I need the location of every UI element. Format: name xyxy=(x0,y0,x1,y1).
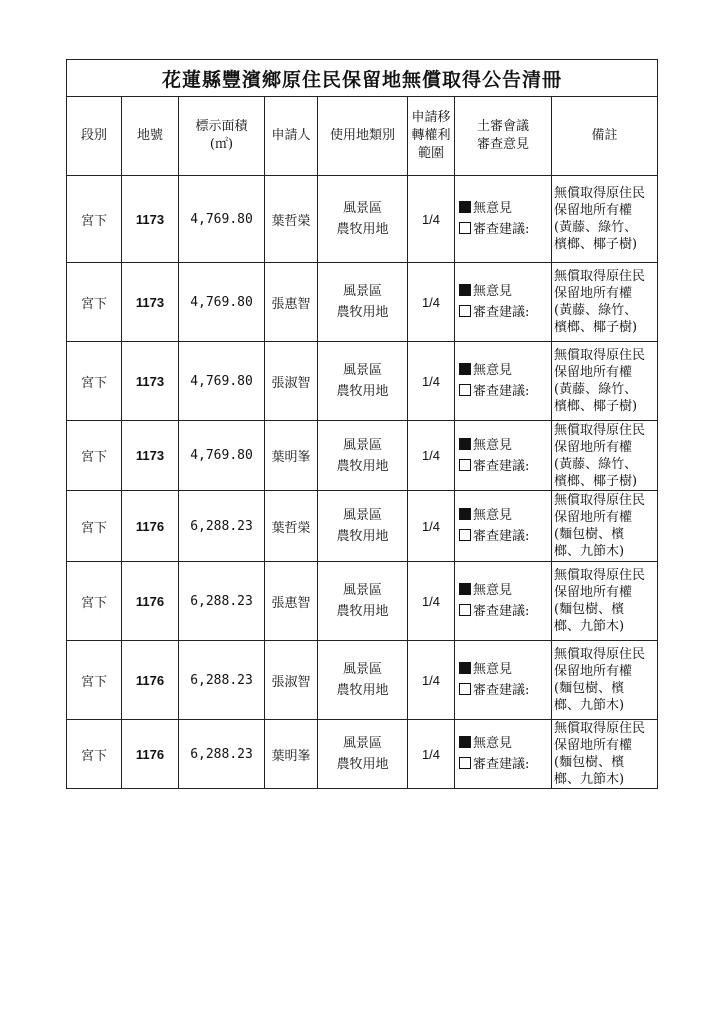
cell-area: 6,288.23 xyxy=(179,491,265,562)
cell-review xyxy=(455,421,552,491)
land-use-line1: 風景區 xyxy=(342,583,382,598)
land-use-line1: 風景區 xyxy=(342,437,382,453)
checked-box-icon xyxy=(459,201,471,213)
cell-area: 6,288.23 xyxy=(179,720,265,789)
table-row xyxy=(67,720,658,789)
cell-ratio: 1/4 xyxy=(408,342,455,421)
register-sheet xyxy=(66,59,657,789)
cell-review xyxy=(455,491,552,562)
cell-remarks xyxy=(552,342,658,421)
header-lot: 地號 xyxy=(122,97,179,176)
unchecked-box-icon xyxy=(459,459,471,471)
table-row xyxy=(67,562,658,641)
remark-line1: 無償取得原住民 xyxy=(554,647,646,662)
land-use-line2: 農牧用地 xyxy=(336,458,389,474)
remark-line3: (黃藤、綠竹、 xyxy=(554,456,638,472)
cell-remarks xyxy=(552,562,658,641)
remark-line3: (麵包樹、檳 xyxy=(554,602,625,617)
land-use-line2: 農牧用地 xyxy=(336,604,389,619)
option-no-opinion-label: 無意見 xyxy=(473,736,513,751)
cell-review xyxy=(455,176,552,263)
cell-area: 4,769.80 xyxy=(179,342,265,421)
cell-ratio: 1/4 xyxy=(408,176,455,263)
cell-section: 宮下 xyxy=(67,562,122,641)
unchecked-box-icon xyxy=(459,222,471,234)
unchecked-box-icon xyxy=(459,683,471,695)
cell-lot: 1176 xyxy=(122,641,179,720)
header-ratio-line2: 轉權利 xyxy=(411,128,451,143)
checked-box-icon xyxy=(459,438,471,450)
cell-section: 宮下 xyxy=(67,720,122,789)
cell-review xyxy=(455,562,552,641)
cell-section: 宮下 xyxy=(67,491,122,562)
remark-line1: 無償取得原住民 xyxy=(554,269,646,284)
cell-remarks xyxy=(552,176,658,263)
option-review-label: 審查建議: xyxy=(473,757,530,772)
option-no-opinion-label: 無意見 xyxy=(473,363,513,378)
cell-applicant: 葉明峯 xyxy=(265,421,318,491)
cell-lot: 1176 xyxy=(122,720,179,789)
remark-line4: 檳榔、椰子樹) xyxy=(554,399,638,414)
cell-ratio: 1/4 xyxy=(408,421,455,491)
header-ratio-line1: 申請移 xyxy=(411,110,451,125)
remark-line3: (黃藤、綠竹、 xyxy=(554,303,638,318)
cell-land-use xyxy=(318,176,408,263)
remark-line3: (麵包樹、檳 xyxy=(554,681,625,696)
cell-section: 宮下 xyxy=(67,263,122,342)
option-review xyxy=(459,680,551,701)
cell-review xyxy=(455,263,552,342)
remark-line1: 無償取得原住民 xyxy=(554,422,646,438)
option-review xyxy=(459,754,551,775)
option-no-opinion-label: 無意見 xyxy=(473,662,513,677)
cell-land-use xyxy=(318,342,408,421)
option-review-label: 審查建議: xyxy=(473,604,530,619)
land-use-line2: 農牧用地 xyxy=(336,384,389,399)
option-review-label: 審查建議: xyxy=(473,458,530,474)
land-use-line1: 風景區 xyxy=(342,736,382,751)
land-use-line1: 風景區 xyxy=(342,201,382,216)
cell-land-use xyxy=(318,263,408,342)
table-body xyxy=(67,176,658,789)
cell-ratio: 1/4 xyxy=(408,491,455,562)
remark-line4: 榔、九節木) xyxy=(554,544,625,559)
remark-line1: 無償取得原住民 xyxy=(554,721,646,736)
option-review-label: 審查建議: xyxy=(473,305,530,320)
land-use-line2: 農牧用地 xyxy=(336,222,389,237)
cell-applicant: 葉明峯 xyxy=(265,720,318,789)
header-ratio xyxy=(408,97,455,176)
cell-applicant: 葉哲榮 xyxy=(265,176,318,263)
option-review-label: 審查建議: xyxy=(473,222,530,237)
option-no-opinion xyxy=(459,198,551,219)
cell-section: 宮下 xyxy=(67,641,122,720)
table-row xyxy=(67,421,658,491)
register-table xyxy=(66,59,658,789)
option-no-opinion xyxy=(459,659,551,680)
checked-box-icon xyxy=(459,363,471,375)
header-area xyxy=(179,97,265,176)
header-remarks: 備註 xyxy=(552,97,658,176)
table-row xyxy=(67,342,658,421)
option-review xyxy=(459,456,551,477)
cell-land-use xyxy=(318,421,408,491)
land-use-line1: 風景區 xyxy=(342,363,382,378)
remark-line2: 保留地所有權 xyxy=(554,585,633,600)
cell-lot: 1176 xyxy=(122,562,179,641)
cell-area: 4,769.80 xyxy=(179,421,265,491)
option-no-opinion xyxy=(459,580,551,601)
remark-line1: 無償取得原住民 xyxy=(554,568,646,583)
cell-applicant: 葉哲榮 xyxy=(265,491,318,562)
cell-ratio: 1/4 xyxy=(408,263,455,342)
checked-box-icon xyxy=(459,736,471,748)
cell-applicant: 張淑智 xyxy=(265,342,318,421)
option-review xyxy=(459,302,551,323)
cell-ratio: 1/4 xyxy=(408,641,455,720)
option-review-label: 審查建議: xyxy=(473,683,530,698)
cell-lot: 1173 xyxy=(122,421,179,491)
remark-line3: (黃藤、綠竹、 xyxy=(554,382,638,397)
option-no-opinion xyxy=(459,360,551,381)
cell-applicant: 張惠智 xyxy=(265,562,318,641)
remark-line4: 榔、九節木) xyxy=(554,698,625,713)
land-use-line2: 農牧用地 xyxy=(336,757,389,772)
remark-line4: 榔、九節木) xyxy=(554,619,625,634)
cell-ratio: 1/4 xyxy=(408,720,455,789)
cell-section: 宮下 xyxy=(67,176,122,263)
remark-line2: 保留地所有權 xyxy=(554,664,633,679)
table-row xyxy=(67,491,658,562)
remark-line2: 保留地所有權 xyxy=(554,510,633,525)
remark-line1: 無償取得原住民 xyxy=(554,348,646,363)
cell-lot: 1173 xyxy=(122,176,179,263)
remark-line4: 檳榔、椰子樹) xyxy=(554,237,638,252)
header-applicant: 申請人 xyxy=(265,97,318,176)
header-ratio-line3: 範圍 xyxy=(417,146,444,161)
header-review-line2: 審查意見 xyxy=(476,137,529,152)
unchecked-box-icon xyxy=(459,305,471,317)
cell-ratio: 1/4 xyxy=(408,562,455,641)
option-review-label: 審查建議: xyxy=(473,529,530,544)
document-title: 花蓮縣豐濱鄉原住民保留地無償取得公告清冊 xyxy=(67,60,658,97)
option-review-label: 審查建議: xyxy=(473,384,530,399)
cell-applicant: 張惠智 xyxy=(265,263,318,342)
header-land-use: 使用地類別 xyxy=(318,97,408,176)
option-no-opinion xyxy=(459,505,551,526)
checked-box-icon xyxy=(459,284,471,296)
checked-box-icon xyxy=(459,662,471,674)
option-no-opinion-label: 無意見 xyxy=(473,284,513,299)
cell-remarks xyxy=(552,491,658,562)
cell-area: 4,769.80 xyxy=(179,176,265,263)
unchecked-box-icon xyxy=(459,757,471,769)
option-no-opinion xyxy=(459,733,551,754)
remark-line2: 保留地所有權 xyxy=(554,286,633,301)
header-section: 段別 xyxy=(67,97,122,176)
land-use-line1: 風景區 xyxy=(342,662,382,677)
table-row xyxy=(67,641,658,720)
option-no-opinion xyxy=(459,435,551,456)
unchecked-box-icon xyxy=(459,384,471,396)
cell-lot: 1173 xyxy=(122,263,179,342)
cell-review xyxy=(455,342,552,421)
table-row xyxy=(67,176,658,263)
cell-section: 宮下 xyxy=(67,342,122,421)
unchecked-box-icon xyxy=(459,529,471,541)
option-review xyxy=(459,526,551,547)
option-no-opinion-label: 無意見 xyxy=(473,583,513,598)
header-row xyxy=(67,97,658,176)
land-use-line1: 風景區 xyxy=(342,508,382,523)
remark-line1: 無償取得原住民 xyxy=(554,493,646,508)
checked-box-icon xyxy=(459,583,471,595)
remark-line4: 檳榔、椰子樹) xyxy=(554,320,638,335)
option-review xyxy=(459,381,551,402)
land-use-line2: 農牧用地 xyxy=(336,529,389,544)
remark-line4: 榔、九節木) xyxy=(554,772,625,787)
cell-land-use xyxy=(318,641,408,720)
unchecked-box-icon xyxy=(459,604,471,616)
remark-line2: 保留地所有權 xyxy=(554,203,633,218)
header-area-line2: (㎡) xyxy=(209,137,234,152)
table-row xyxy=(67,263,658,342)
remark-line3: (麵包樹、檳 xyxy=(554,755,625,770)
cell-remarks xyxy=(552,641,658,720)
cell-review xyxy=(455,641,552,720)
header-review-line1: 土審會議 xyxy=(476,119,529,134)
remark-line3: (麵包樹、檳 xyxy=(554,527,625,542)
cell-area: 4,769.80 xyxy=(179,263,265,342)
remark-line2: 保留地所有權 xyxy=(554,365,633,380)
cell-remarks xyxy=(552,720,658,789)
cell-remarks xyxy=(552,263,658,342)
option-review xyxy=(459,219,551,240)
cell-remarks xyxy=(552,421,658,491)
cell-area: 6,288.23 xyxy=(179,562,265,641)
land-use-line2: 農牧用地 xyxy=(336,305,389,320)
option-review xyxy=(459,601,551,622)
checked-box-icon xyxy=(459,508,471,520)
remark-line2: 保留地所有權 xyxy=(554,439,633,455)
option-no-opinion-label: 無意見 xyxy=(473,508,513,523)
cell-land-use xyxy=(318,720,408,789)
option-no-opinion-label: 無意見 xyxy=(473,437,513,453)
cell-applicant: 張淑智 xyxy=(265,641,318,720)
cell-land-use xyxy=(318,491,408,562)
remark-line2: 保留地所有權 xyxy=(554,738,633,753)
option-no-opinion-label: 無意見 xyxy=(473,201,513,216)
cell-land-use xyxy=(318,562,408,641)
cell-section: 宮下 xyxy=(67,421,122,491)
cell-area: 6,288.23 xyxy=(179,641,265,720)
option-no-opinion xyxy=(459,281,551,302)
header-review xyxy=(455,97,552,176)
cell-lot: 1173 xyxy=(122,342,179,421)
remark-line1: 無償取得原住民 xyxy=(554,186,646,201)
remark-line4: 檳榔、椰子樹) xyxy=(554,473,638,489)
cell-review xyxy=(455,720,552,789)
land-use-line1: 風景區 xyxy=(342,284,382,299)
cell-lot: 1176 xyxy=(122,491,179,562)
land-use-line2: 農牧用地 xyxy=(336,683,389,698)
remark-line3: (黃藤、綠竹、 xyxy=(554,220,638,235)
header-area-line1: 標示面積 xyxy=(195,119,248,134)
